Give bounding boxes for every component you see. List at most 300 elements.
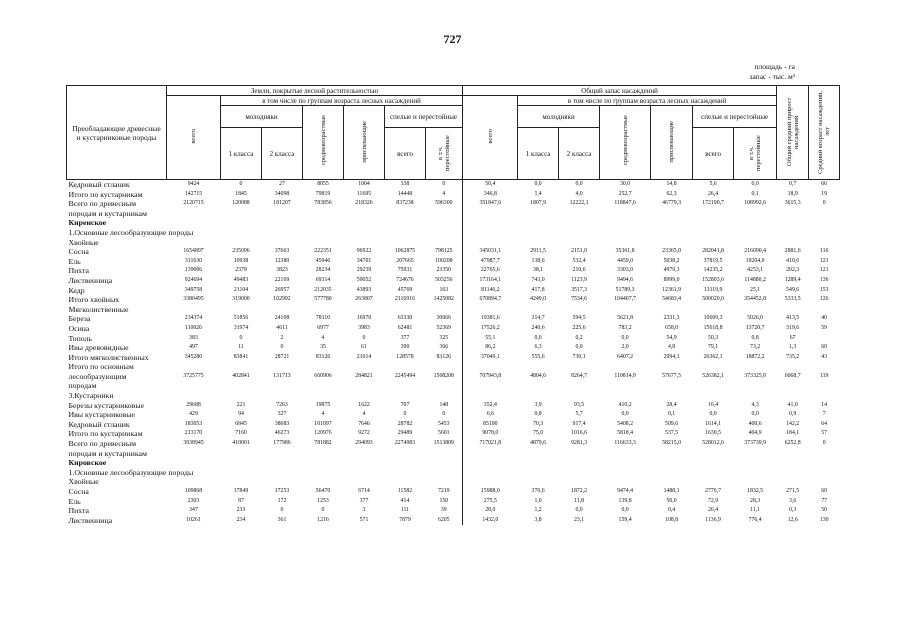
- stock-total-header: всего: [463, 96, 518, 180]
- row-label: Хвойные: [68, 477, 99, 487]
- table-cell: 73,2: [750, 344, 761, 351]
- table-cell: [463, 477, 518, 487]
- table-cell: 3: [362, 507, 366, 514]
- table-cell: 5453: [437, 420, 450, 427]
- table-cell: 0,8: [534, 411, 542, 418]
- stock-middle-header: средневозрастные: [600, 106, 651, 180]
- table-cell: 28,4: [666, 401, 677, 408]
- table-cell: 153: [819, 286, 829, 293]
- table-cell: [809, 468, 840, 478]
- table-cell: 0: [280, 344, 284, 351]
- table-cell: 1253: [317, 497, 329, 504]
- table-cell: 69314: [315, 276, 331, 283]
- table-cell: [385, 218, 426, 228]
- table-cell: 25,1: [750, 286, 761, 293]
- table-cell: 0,9: [789, 411, 797, 418]
- table-row: [67, 209, 840, 219]
- table-cell: 57677,5: [662, 372, 681, 379]
- table-cell: 104407,7: [614, 296, 636, 303]
- table-cell: 218326: [355, 200, 373, 207]
- table-cell: 55,1: [463, 334, 518, 344]
- table-cell: 1432,0: [463, 516, 518, 526]
- table-cell: [385, 381, 426, 391]
- table-cell: 22169: [274, 276, 290, 283]
- table-cell: [344, 209, 385, 219]
- table-cell: 240,6: [531, 324, 545, 331]
- table-cell: 27: [279, 181, 285, 187]
- table-row: [67, 286, 840, 296]
- table-cell: 2: [280, 334, 284, 341]
- table-cell: [262, 391, 303, 401]
- table-cell: 120088: [232, 200, 250, 207]
- table-cell: 402841: [232, 372, 250, 379]
- table-cell: 4804,6: [530, 372, 547, 379]
- table-cell: 35361,8: [615, 248, 635, 255]
- table-cell: [426, 458, 463, 468]
- table-cell: 6252,8: [784, 440, 801, 447]
- table-cell: [600, 238, 651, 248]
- table-cell: 5038,2: [663, 257, 680, 264]
- table-cell: [167, 477, 221, 487]
- table-cell: 8999,0: [663, 276, 680, 283]
- table-cell: 221: [236, 401, 246, 408]
- row-label: Ель: [68, 256, 81, 266]
- table-cell: 1513809: [433, 440, 454, 447]
- table-cell: 37819,5: [703, 257, 723, 264]
- stock-mature-total-header: всего: [693, 128, 734, 180]
- table-cell: 9494,6: [617, 276, 634, 283]
- table-row: [67, 362, 840, 372]
- table-cell: 15988,0: [463, 487, 518, 497]
- table-cell: 1136,9: [705, 516, 721, 523]
- area-overmature-header: в т.ч. перестойные: [426, 128, 463, 180]
- avg-age-header: Средний возраст насаждений, лет: [809, 86, 840, 180]
- table-row: [67, 247, 840, 257]
- table-cell: [809, 381, 840, 391]
- table-cell: [809, 305, 840, 315]
- row-label: Лиственница: [68, 275, 113, 285]
- table-cell: [426, 238, 463, 248]
- table-cell: 83126: [436, 353, 452, 360]
- table-cell: 130: [819, 516, 829, 523]
- table-cell: [221, 305, 262, 315]
- table-cell: 11,1: [750, 507, 761, 514]
- table-cell: [385, 458, 426, 468]
- table-cell: 177986: [273, 440, 291, 447]
- row-label: Кедровый стланик: [68, 180, 130, 189]
- table-cell: [777, 449, 809, 459]
- table-cell: 3615,3: [784, 200, 801, 207]
- table-cell: 139,8: [618, 497, 632, 504]
- table-cell: 5621,8: [617, 315, 634, 322]
- row-label: лесообразующим: [68, 371, 127, 381]
- table-cell: 216090,4: [744, 248, 766, 255]
- table-cell: [651, 305, 693, 315]
- table-cell: 14: [821, 401, 828, 408]
- table-cell: 404,9: [748, 430, 762, 437]
- table-cell: [221, 209, 262, 219]
- table-cell: [426, 218, 463, 228]
- area-mature-total-header: всего: [385, 128, 426, 180]
- table-cell: [463, 209, 518, 219]
- row-label: 3.Кустарники: [68, 391, 114, 401]
- table-cell: 9424: [187, 181, 200, 187]
- table-cell: 26362,1: [703, 353, 723, 360]
- table-cell: [777, 218, 809, 228]
- table-cell: 410001: [232, 440, 250, 447]
- table-cell: 31974: [233, 324, 249, 331]
- table-cell: [600, 477, 651, 487]
- table-cell: 50,4: [463, 180, 518, 190]
- table-cell: 19: [821, 190, 828, 197]
- table-cell: 21014: [356, 353, 372, 360]
- table-cell: [600, 362, 651, 372]
- table-cell: 2379: [235, 267, 247, 274]
- table-cell: 4,3: [751, 401, 759, 408]
- table-cell: 9272: [358, 430, 370, 437]
- table-cell: [651, 468, 693, 478]
- stock-mature-header: спелые и перестойные: [693, 106, 777, 128]
- table-cell: 924694: [184, 276, 203, 283]
- table-cell: 28234: [315, 267, 331, 274]
- table-cell: 6,6: [463, 410, 518, 420]
- table-cell: [651, 449, 693, 459]
- table-cell: [777, 391, 809, 401]
- table-cell: [262, 362, 303, 372]
- table-cell: [809, 362, 840, 372]
- table-row: [67, 506, 840, 516]
- table-cell: [559, 391, 600, 401]
- table-row: [67, 391, 840, 401]
- table-cell: 414: [400, 497, 410, 504]
- table-cell: [303, 468, 344, 478]
- table-cell: 5818,4: [617, 430, 634, 437]
- table-cell: [809, 209, 840, 219]
- table-cell: 37663: [274, 248, 290, 255]
- table-cell: 14,8: [666, 181, 677, 187]
- table-cell: 9281,3: [571, 440, 588, 447]
- table-cell: 0: [442, 411, 446, 418]
- table-cell: 9474,4: [617, 488, 634, 494]
- table-cell: [344, 362, 385, 372]
- stock-premature-header: приспевающие: [651, 106, 693, 180]
- row-label: Кедр: [68, 285, 85, 295]
- table-cell: [303, 477, 344, 487]
- table-cell: 212035: [314, 286, 332, 293]
- stock-class1-header: 1 класса: [518, 128, 559, 180]
- table-cell: 537,5: [665, 430, 679, 437]
- table-cell: [651, 362, 693, 372]
- table-cell: [221, 238, 262, 248]
- table-cell: 783,2: [618, 324, 632, 331]
- table-cell: 172: [277, 497, 287, 504]
- row-label: Кировское: [68, 458, 107, 468]
- table-cell: 11: [238, 344, 244, 351]
- table-cell: [777, 305, 809, 315]
- table-cell: 57: [821, 430, 828, 437]
- table-cell: 383: [189, 334, 198, 341]
- table-cell: [344, 468, 385, 478]
- table-cell: [693, 209, 734, 219]
- table-cell: [559, 218, 600, 228]
- table-cell: 116633,3: [614, 440, 636, 447]
- table-cell: 7879: [399, 516, 411, 523]
- table-cell: 373739,9: [744, 440, 766, 447]
- table-cell: 0,1: [751, 190, 759, 197]
- table-cell: [777, 238, 809, 248]
- table-cell: 3725775: [183, 372, 204, 379]
- table-cell: [385, 228, 426, 238]
- table-cell: 0,3: [789, 507, 797, 514]
- table-cell: 3380495: [183, 296, 204, 303]
- table-cell: 79,1: [708, 344, 719, 351]
- table-cell: [734, 362, 777, 372]
- table-cell: [167, 381, 221, 391]
- table-cell: 497: [189, 344, 198, 351]
- table-cell: [518, 458, 559, 468]
- table-cell: 47987,7: [463, 257, 518, 267]
- area-premature-header: приспевающие: [344, 106, 385, 180]
- table-cell: 347: [189, 507, 198, 514]
- table-cell: [463, 458, 518, 468]
- table-cell: 271,5: [786, 488, 800, 494]
- table-cell: 724676: [396, 276, 414, 283]
- table-cell: [167, 238, 221, 248]
- table-cell: 12,6: [787, 516, 798, 523]
- area-total-header: всего: [167, 96, 221, 180]
- table-cell: 0,0: [575, 507, 583, 514]
- table-cell: [262, 458, 303, 468]
- table-cell: 7534,6: [571, 296, 588, 303]
- table-cell: 429: [189, 411, 198, 418]
- table-cell: 8264,7: [571, 372, 588, 379]
- table-cell: [344, 458, 385, 468]
- table-cell: [600, 209, 651, 219]
- table-cell: [344, 381, 385, 391]
- table-cell: 66: [821, 181, 828, 187]
- table-cell: 783856: [314, 200, 332, 207]
- table-cell: 596300: [435, 200, 453, 207]
- row-label: Лиственница: [68, 515, 113, 525]
- table-cell: 60: [821, 344, 828, 351]
- table-cell: [303, 218, 344, 228]
- table-cell: [344, 391, 385, 401]
- table-body: [67, 180, 840, 526]
- table-cell: 2303: [187, 497, 200, 504]
- table-cell: 2994,1: [663, 353, 680, 360]
- table-cell: 6977: [317, 324, 329, 331]
- table-cell: 10261: [186, 516, 201, 523]
- table-cell: 410,6: [786, 257, 800, 264]
- table-cell: [693, 305, 734, 315]
- table-cell: 366: [439, 344, 449, 351]
- table-cell: [385, 477, 426, 487]
- table-cell: [426, 468, 463, 478]
- table-cell: [303, 209, 344, 219]
- table-cell: 1630,5: [705, 430, 722, 437]
- table-cell: [777, 458, 809, 468]
- table-cell: 11695: [356, 190, 372, 197]
- table-cell: [518, 209, 559, 219]
- table-cell: 207665: [396, 257, 414, 264]
- table-cell: [693, 228, 734, 238]
- table-cell: 77: [821, 497, 828, 504]
- table-cell: 18872,2: [745, 353, 765, 360]
- table-row: [67, 190, 840, 200]
- table-cell: 3517,3: [571, 286, 588, 293]
- row-label: 1.Основные лесообразующие породы: [68, 227, 194, 237]
- table-cell: 202,3: [786, 267, 800, 274]
- table-cell: 1016,6: [571, 430, 588, 437]
- table-cell: 110814,9: [614, 372, 636, 379]
- table-cell: 352,4: [463, 401, 518, 411]
- table-cell: 10938: [233, 257, 249, 264]
- area-class1-header: 1 класса: [221, 128, 262, 180]
- stock-group-header: Общий запас насаждений: [463, 86, 777, 96]
- table-cell: 549,6: [786, 286, 800, 293]
- table-cell: 136: [819, 276, 829, 283]
- table-cell: 54,9: [666, 334, 677, 341]
- table-cell: 2881,6: [784, 248, 801, 255]
- table-cell: 349758: [184, 286, 203, 293]
- area-group-header: Земли, покрытые лесной растительностью: [167, 86, 463, 96]
- table-cell: [777, 381, 809, 391]
- table-cell: [167, 362, 221, 372]
- table-cell: 7160: [235, 430, 247, 437]
- table-cell: [167, 449, 221, 459]
- table-row: [67, 420, 840, 430]
- table-cell: 17253: [274, 488, 290, 494]
- table-cell: 373325,0: [744, 372, 766, 379]
- table-cell: [777, 228, 809, 238]
- table-cell: 78110: [315, 315, 331, 322]
- table-cell: 0,0: [621, 507, 629, 514]
- table-cell: 2120715: [183, 200, 204, 207]
- table-cell: [734, 468, 777, 478]
- table-cell: 377: [400, 334, 410, 341]
- table-cell: 87: [238, 497, 244, 504]
- table-cell: [221, 477, 262, 487]
- table-cell: [344, 477, 385, 487]
- table-cell: 7646: [358, 420, 370, 427]
- area-middle-header: средневозрастные: [303, 106, 344, 180]
- table-cell: [385, 209, 426, 219]
- table-cell: 43: [821, 353, 828, 360]
- table-cell: 2,0: [621, 344, 629, 351]
- table-cell: 532,4: [572, 257, 586, 264]
- table-cell: 0: [822, 200, 826, 207]
- table-cell: [600, 228, 651, 238]
- table-cell: 4,0: [575, 190, 583, 197]
- table-cell: [693, 468, 734, 478]
- row-label: Итого по кустарникам: [68, 429, 143, 439]
- table-cell: 1,4: [534, 190, 542, 197]
- table-cell: [518, 468, 559, 478]
- table-cell: 234: [236, 516, 246, 523]
- table-cell: 294093: [355, 440, 373, 447]
- table-cell: [651, 477, 693, 487]
- area-young-header: молодняки: [221, 106, 303, 128]
- table-cell: 0,0: [575, 344, 583, 351]
- table-cell: 1654897: [183, 248, 204, 255]
- table-cell: 0: [280, 507, 284, 514]
- table-cell: 34098: [274, 190, 290, 197]
- table-cell: 142,2: [786, 420, 800, 427]
- table-cell: 28,0: [463, 506, 518, 516]
- table-cell: 781882: [314, 440, 332, 447]
- table-cell: 100208: [435, 257, 453, 264]
- table-row: [67, 324, 840, 334]
- table-cell: 338: [400, 181, 410, 187]
- table-cell: 319000: [232, 296, 250, 303]
- table-cell: 139006: [184, 267, 203, 274]
- table-cell: [734, 449, 777, 459]
- table-cell: [518, 228, 559, 238]
- table-cell: 400,6: [748, 420, 762, 427]
- table-cell: 837238: [396, 200, 414, 207]
- table-cell: [221, 381, 262, 391]
- table-row: [67, 449, 840, 459]
- table-cell: 354452,8: [744, 296, 766, 303]
- table-cell: 730,1: [572, 353, 586, 360]
- table-cell: 1872,2: [571, 488, 588, 494]
- table-cell: 28721: [274, 353, 290, 360]
- table-cell: [518, 391, 559, 401]
- table-cell: [651, 218, 693, 228]
- table-cell: 30066: [436, 315, 452, 322]
- table-cell: [303, 362, 344, 372]
- table-cell: 17526,2: [463, 324, 518, 334]
- table-row: [67, 468, 840, 478]
- table-row: [67, 199, 840, 209]
- table-cell: 6407,2: [617, 353, 634, 360]
- table-cell: 184,1: [786, 430, 800, 437]
- table-cell: 45946: [315, 257, 331, 264]
- table-cell: 0,8: [751, 334, 759, 341]
- table-cell: 116: [819, 248, 829, 255]
- table-cell: [262, 449, 303, 459]
- row-label: Береза: [68, 314, 91, 324]
- table-cell: [777, 468, 809, 478]
- table-cell: 29489: [397, 430, 413, 437]
- table-cell: [809, 218, 840, 228]
- table-cell: [734, 391, 777, 401]
- table-cell: 1289,4: [784, 276, 801, 283]
- table-cell: 0: [403, 411, 407, 418]
- table-cell: 128578: [396, 353, 414, 360]
- table-cell: 172190,7: [702, 200, 724, 207]
- table-cell: [262, 477, 303, 487]
- table-row: [67, 180, 840, 190]
- table-cell: [344, 305, 385, 315]
- table-cell: 94: [238, 411, 244, 418]
- table-cell: 38683: [274, 420, 290, 427]
- stock-by-age-header: в том числе по группам возраста лесных насаждений: [518, 96, 777, 106]
- table-cell: [518, 218, 559, 228]
- table-cell: 16970: [356, 315, 372, 322]
- table-row: [67, 516, 840, 526]
- table-cell: [734, 218, 777, 228]
- table-cell: 707: [400, 401, 410, 408]
- page-number: 727: [443, 32, 462, 46]
- table-cell: [221, 218, 262, 228]
- table-cell: 75931: [397, 267, 413, 274]
- table-cell: 345280: [184, 353, 203, 360]
- table-cell: 670894,7: [463, 295, 518, 305]
- table-cell: [303, 228, 344, 238]
- table-cell: [734, 477, 777, 487]
- table-cell: 210,6: [572, 267, 586, 274]
